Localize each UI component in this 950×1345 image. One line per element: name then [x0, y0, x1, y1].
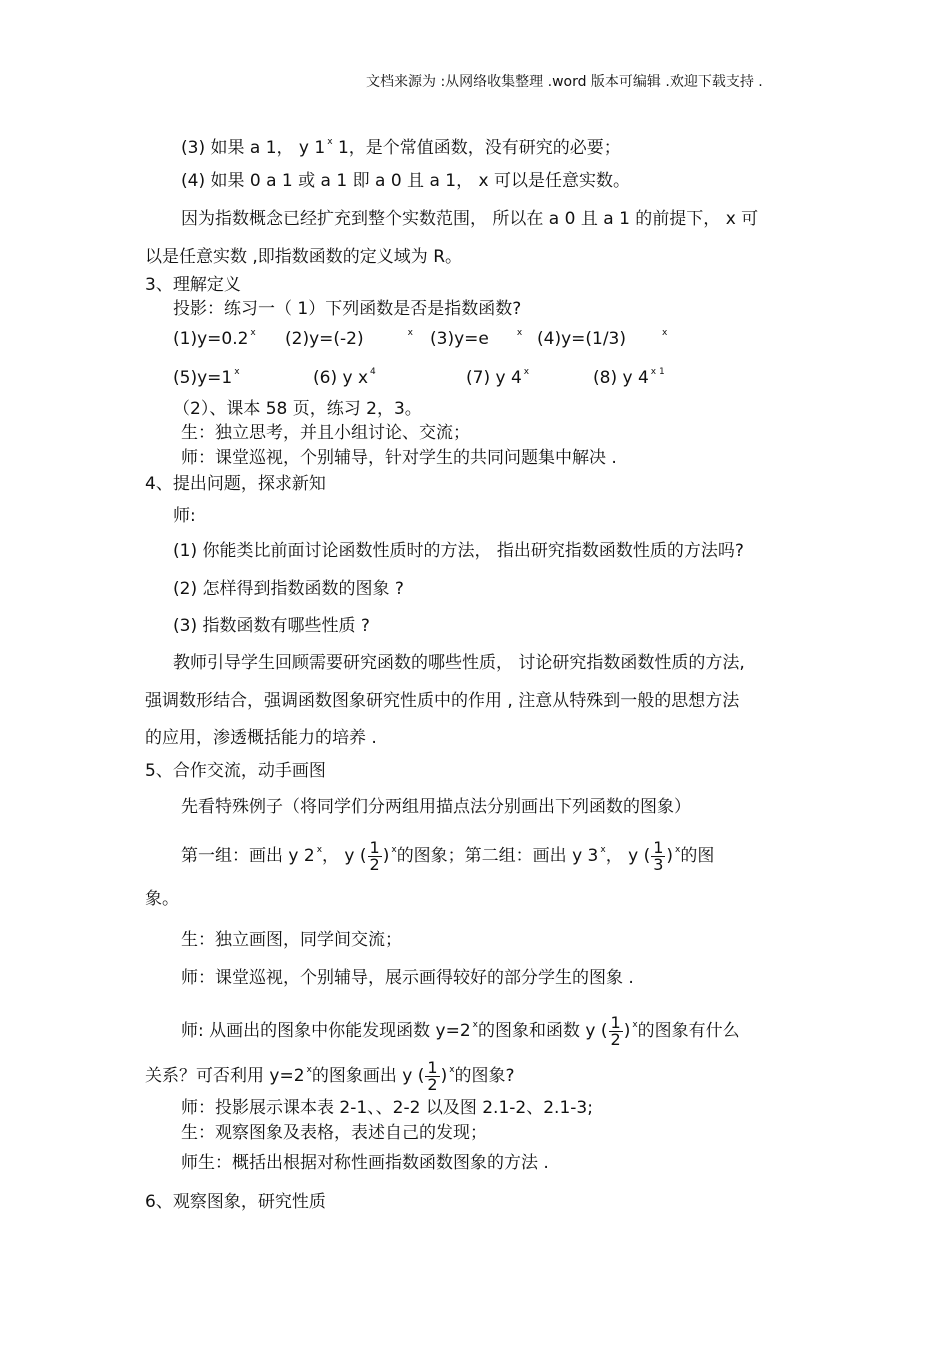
text-line: 教师引导学生回顾需要研究函数的哪些性质， 讨论研究指数函数性质的方法,: [173, 653, 745, 673]
text-segment: ， y (: [605, 846, 651, 866]
denominator: 2: [369, 854, 380, 874]
text-segment: ， y (: [322, 846, 367, 866]
superscript: x: [600, 845, 606, 855]
formula-line: [181, 1005, 740, 1051]
text-line: 的应用，渗透概括能力的培养 .: [145, 728, 377, 748]
text-segment: (4)y=(1/3): [537, 329, 627, 349]
text-segment: (3) 如果 a 1， y 1: [181, 138, 326, 158]
superscript: x: [472, 1020, 478, 1030]
superscript: x: [391, 845, 397, 855]
text-line: 象。: [145, 889, 179, 909]
text-line: 生：独立思考，并且小组讨论、交流；: [181, 423, 470, 443]
page-header-note: 文档来源为 :从网络收集整理 .word 版本可编辑 .欢迎下载支持 .: [366, 74, 763, 90]
section-heading: 4、提出问题，探求新知: [145, 474, 326, 494]
function-item: [430, 322, 522, 350]
text-line: 强调数形结合，强调函数图象研究性质中的作用 , 注意从特殊到一般的思想方法: [145, 691, 740, 711]
superscript: x: [662, 328, 668, 338]
text-line: 生：独立画图，同学间交流；: [181, 930, 402, 950]
formula-line: [145, 1050, 515, 1096]
text-line: 先看特殊例子（将同学们分两组用描点法分别画出下列函数的图象）: [181, 797, 691, 817]
text-line: 师：课堂巡视，个别辅导，针对学生的共同问题集中解决 .: [181, 448, 617, 468]
section-heading: 3、理解定义: [145, 275, 241, 295]
text-segment: 的图象?: [454, 1066, 515, 1086]
superscript: x: [316, 845, 323, 855]
numerator: 1: [610, 1012, 621, 1032]
denominator: 2: [610, 1029, 621, 1049]
text-line: 因为指数概念已经扩充到整个实数范围， 所以在 a 0 且 a 1 的前提下， x 可: [181, 209, 759, 229]
text-segment: ): [623, 1021, 631, 1041]
section-heading: 5、合作交流，动手画图: [145, 761, 326, 781]
formula-line: [181, 830, 714, 876]
superscript: x: [327, 137, 333, 147]
section-heading: 6、观察图象，研究性质: [145, 1192, 326, 1212]
fraction: [425, 1057, 439, 1094]
text-segment: (2)y=(-2): [285, 329, 364, 349]
text-segment: 的图象和函数 y (: [477, 1021, 608, 1041]
text-line: (4) 如果 0 a 1 或 a 1 即 a 0 且 a 1， x 可以是任意实数。: [181, 171, 630, 191]
text-line: 生：观察图象及表格，表述自己的发现；: [181, 1123, 487, 1143]
text-line: （2）、课本 58 页，练习 2，3。: [173, 399, 422, 419]
text-segment: 的图象画出 y (: [311, 1066, 425, 1086]
text-segment: (7) y 4: [466, 368, 522, 388]
text-segment: 第一组：画出 y 2: [181, 846, 315, 866]
superscript: x: [234, 367, 240, 377]
superscript: x: [250, 328, 256, 338]
text-line: 投影：练习一（ 1）下列函数是否是指数函数?: [173, 299, 522, 319]
text-line: (1) 你能类比前面讨论函数性质时的方法， 指出研究指数函数性质的方法吗?: [173, 541, 744, 561]
superscript: 4: [370, 367, 376, 377]
text-segment: ): [382, 846, 390, 866]
text-segment: 的图象；第二组：画出 y 3: [396, 846, 599, 866]
text-segment: (8) y 4: [593, 368, 649, 388]
superscript: x: [523, 367, 530, 377]
numerator: 1: [427, 1057, 438, 1077]
fraction: [368, 837, 382, 874]
text-segment: 师: 从画出的图象中你能发现函数 y=2: [181, 1021, 471, 1041]
text-segment: 的图: [680, 846, 715, 866]
function-item: [466, 361, 529, 389]
fraction: [651, 837, 665, 874]
superscript: x 1: [650, 367, 665, 377]
superscript: x: [407, 328, 413, 338]
denominator: 3: [653, 854, 664, 874]
text-line: 以是任意实数 ,即指数函数的定义域为 R。: [145, 247, 463, 267]
text-segment: ): [666, 846, 674, 866]
function-item: [593, 361, 665, 389]
text-line: 师生：概括出根据对称性画指数函数图象的方法 .: [181, 1153, 549, 1173]
superscript: x: [306, 1065, 312, 1075]
text-line: (3) 指数函数有哪些性质 ?: [173, 616, 370, 636]
text-line: 师：投影展示课本表 2-1、、2-2 以及图 2.1-2、2.1-3;: [181, 1098, 593, 1118]
text-segment: 关系？可否利用 y=2: [145, 1066, 305, 1086]
function-item: [537, 322, 667, 350]
superscript: x: [675, 845, 681, 855]
superscript: x: [632, 1020, 638, 1030]
text-segment: 1，是个常值函数，没有研究的必要；: [332, 138, 621, 158]
function-item: [173, 361, 240, 389]
text-segment: (6) y x: [313, 368, 369, 388]
function-item: [285, 322, 413, 350]
text-segment: 的图象有什么: [637, 1021, 740, 1041]
superscript: x: [516, 328, 523, 338]
function-item: [313, 361, 376, 389]
text-line: (2) 怎样得到指数函数的图象 ?: [173, 579, 404, 599]
fraction: [609, 1012, 623, 1049]
text-segment: (1)y=0.2: [173, 329, 249, 349]
text-segment: (3)y=e: [430, 329, 489, 349]
text-line: 师：课堂巡视，个别辅导，展示画得较好的部分学生的图象 .: [181, 968, 634, 988]
function-item: [173, 322, 256, 350]
numerator: 1: [653, 837, 664, 857]
denominator: 2: [427, 1074, 438, 1094]
text-segment: (5)y=1: [173, 368, 233, 388]
numerator: 1: [369, 837, 380, 857]
text-line: [181, 131, 621, 159]
text-line: 师:: [173, 506, 196, 526]
superscript: x: [449, 1065, 455, 1075]
text-segment: ): [440, 1066, 448, 1086]
